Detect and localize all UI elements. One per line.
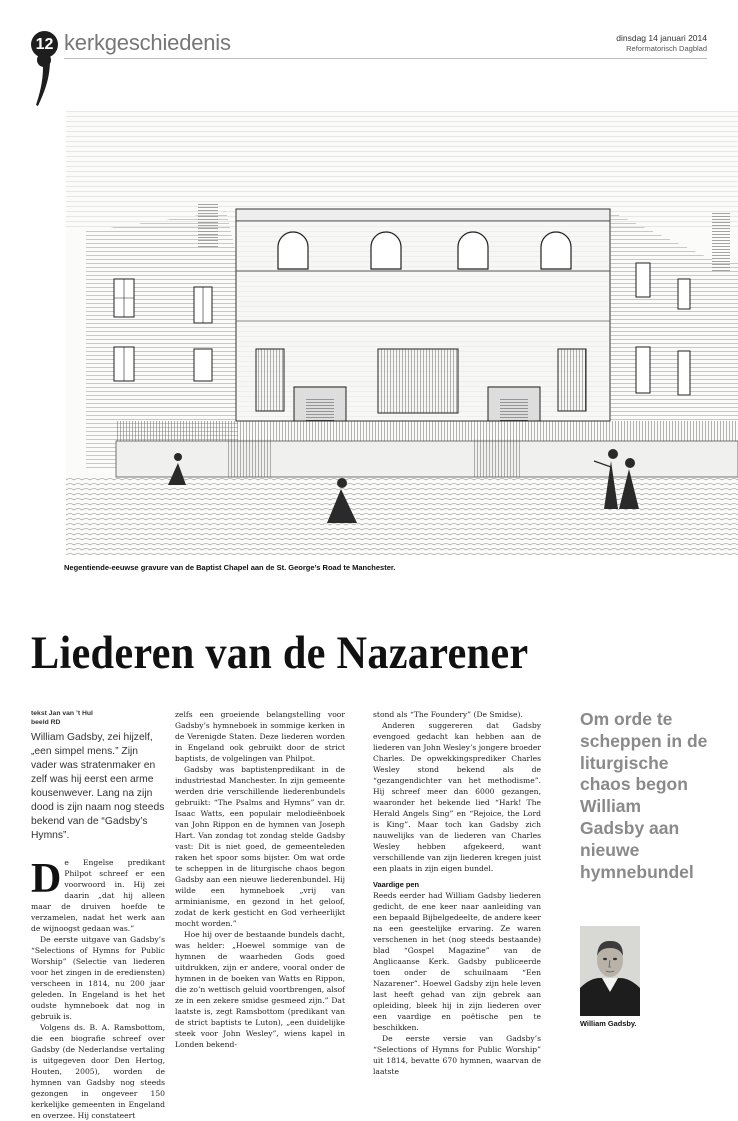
paragraph: De Engelse predikant Philpot schreef er een voorwoord in. Hij zei daarin „dat hij alleen maar de druiven hoefde te verzamelen, nadat het werk aan de wijnoogst gedaan was.”	[31, 856, 165, 933]
article-column-2	[175, 709, 345, 1050]
paragraph: stond als “The Foundery” (De Smidse).	[373, 710, 523, 719]
newspaper-name: Reformatorisch Dagblad	[626, 44, 707, 53]
subheading: Vaardige pen	[373, 880, 420, 889]
paragraph: Reeds eerder had William Gadsby liederen gedicht, de ene keer naar aanleiding van een bepaald Bijbelgedeelte, de andere keer na een geestelijke ervaring. Ze waren verschenen in het (nog steeds bestaande) blad “Gospel Magazine” van de Anglicaanse Kerk. Gadsby publiceerde toen onder de schuilnaam “Een Nazarener”. Hoewel Gadsby zijn hele leven last heeft gehad van zijn gebrek aan opleiding, bleek hij in zijn liederen over een vaardige en poëtische pen te beschikken.	[373, 891, 541, 1032]
issue-date: dinsdag 14 januari 2014	[616, 33, 707, 43]
article-column-3	[373, 709, 541, 1077]
paragraph: Gadsby was baptistenpredikant in de industriestad Manchester. In zijn gemeente werden drie verschillende liederenbundels gebruikt: “The Psalms and Hymns” van dr. Isaac Watts, een populair melodieënboek van John Rippon en de hymnen van Joseph Hart. Van zondag tot zondag stelde Gadsby vast: Dit is niet goed, de gemeenteleden raken het spoor soms bijster. Om wat orde te scheppen in de liturgische chaos begon Gadsby aan een nieuwe liederenbundel. Hij wilde een hymneboek „vrij van arminianisme, en gezond in het geloof, zodat de kerk gesticht en God verheerlijkt mocht worden.”	[175, 765, 345, 928]
paragraph: Volgens ds. B. A. Ramsbottom, die een biografie schreef over Gadsby (de Nederlandse vertaling is uitgegeven door Den Hertog, Houten, 2005), worden de hymnen van Gadsby nog steeds gezongen in ongeveer 150 kerkelijke gemeenten in Engeland en overzee. Hij constateert	[31, 1023, 165, 1120]
byline-text: tekst Jan van ’t Hul	[31, 710, 93, 717]
paragraph: De eerste uitgave van Gadsby’s “Selections of Hymns for Public Worship” (Selectie van liederen voor het zingen in de erediensten) verscheen in 1814, nu 200 jaar geleden. In Engeland is het het oudste hymneboek dat nog in gebruik is.	[31, 935, 165, 1021]
paragraph: De eerste versie van Gadsby’s “Selections of Hymns for Public Worship” uit 1814, bevatte 670 hymnen, waarvan de laatste	[373, 1034, 541, 1076]
engraving-chapel-image	[66, 111, 738, 555]
pull-quote: Om orde te scheppen in de liturgische chaos begon William Gadsby aan nieuwe hymnebundel	[580, 709, 708, 882]
byline-image: beeld RD	[31, 719, 61, 726]
section-title: kerkgeschiedenis	[64, 30, 231, 55]
intro: William Gadsby, zei hijzelf, „een simpel mens.” Zijn vader was stratenmaker en zelf was hij eerst een arme kousenwever. Lang na zijn dood is zijn naam nog steeds bekend van de “Gadsby’s Hymns”.	[31, 732, 165, 841]
headline: Liederen van de Nazarener	[31, 627, 529, 679]
paragraph: Anderen suggereren dat Gadsby evengoed gedacht kan hebben aan de liederen van John Wesley’s jongere broeder Charles. De opwekkingsprediker Charles Wesley stond bekend als de “gezangendichter van het methodisme”. Hij schreef meer dan 6000 gezangen, waaronder het bekende lied “Hark! The Herald Angels Sing” en “Rejoice, the Lord is King”. Maar toch kan Gadsby zich nauwelijks van de liederen van Charles Wesley hebben afgekeerd, want verschillende van zijn liederen kregen juist een plaats in zijn eigen bundel.	[373, 721, 541, 873]
image-caption: Negentiende-eeuwse gravure van de Baptist Chapel aan de St. George’s Road te Manchester.	[64, 563, 396, 572]
paragraph: zelfs een groeiende belangstelling voor Gadsby’s hymneboek in sommige kerken in de Verenigde Staten. Deze liederen worden in Engeland ook gebruikt door de strict baptists, de volgelingen van Philpot.	[175, 710, 345, 763]
comma-icon	[36, 51, 51, 107]
article-column-1	[31, 709, 165, 1121]
portrait-image	[580, 926, 640, 1016]
drop-cap: D	[31, 856, 62, 902]
page-number: 12	[31, 31, 58, 58]
paragraph: Hoe hij over de bestaande bundels dacht, was helder: „Hoewel sommige van de hymnen de waarheden Gods goed uitdrukken, zijn er andere, vooral onder de hymnen in de boeken van Watts en Rippon, die zo’n wettisch geluid voortbrengen, alsof ze in een zekere smidse gesmeed zijn.” Dat laatste is, zegt Ramsbottom (predikant van de strict baptists te Luton), „een duidelijke steek voor John Wesley”, wiens kapel in Londen bekend-	[175, 930, 345, 1049]
portrait-caption: William Gadsby.	[580, 1019, 637, 1028]
header-rule	[64, 58, 707, 59]
